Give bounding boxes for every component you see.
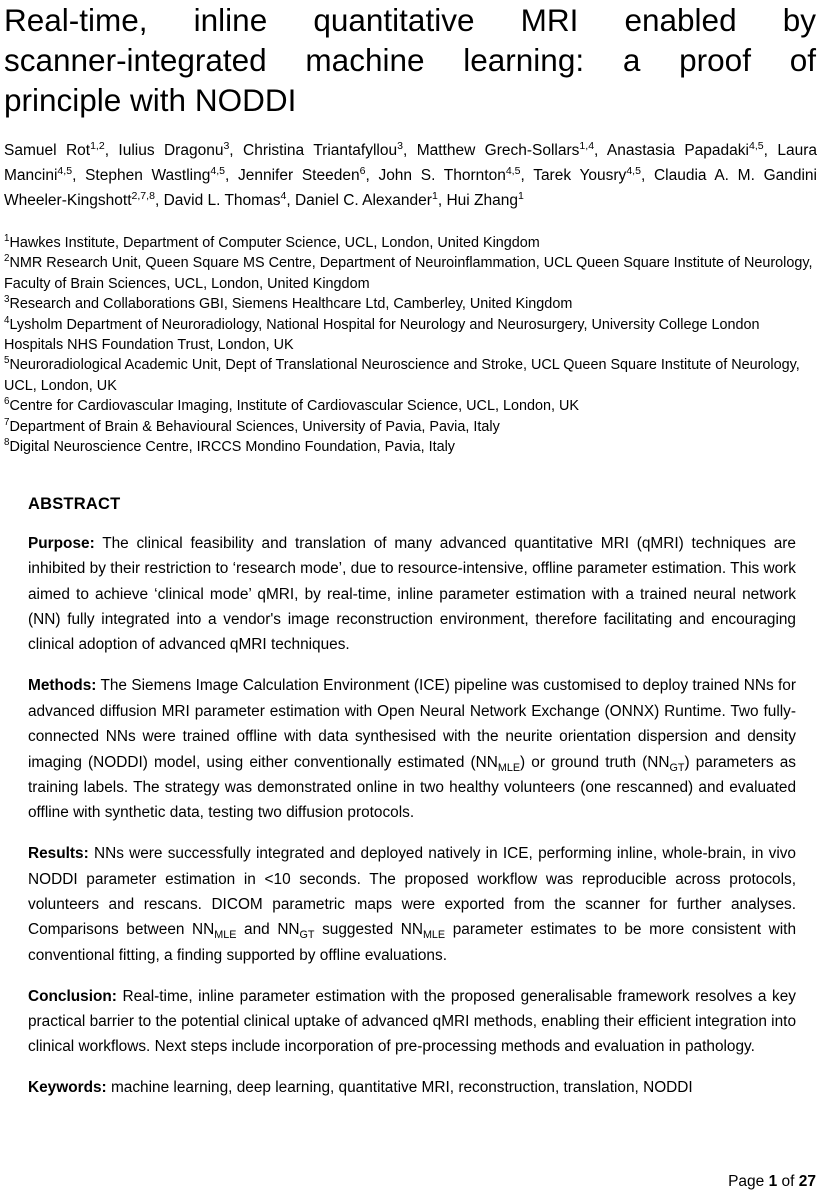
author-name: Daniel C. Alexander <box>294 192 432 209</box>
affiliation-text: Centre for Cardiovascular Imaging, Institute of Cardiovascular Science, UCL, London, UK <box>9 398 579 415</box>
affiliation-marker: 5 <box>4 355 10 367</box>
abstract-text: and NN <box>236 921 300 939</box>
footer-current-page: 1 <box>768 1173 778 1190</box>
footer-total-pages: 27 <box>798 1173 816 1190</box>
abstract-paragraph <box>28 531 796 658</box>
affiliation-item <box>4 253 818 294</box>
abstract-section-label: Keywords: <box>28 1079 107 1097</box>
affiliation-item <box>4 294 818 314</box>
author-entry <box>606 139 764 159</box>
author-entry <box>446 189 524 209</box>
author-name: Jennifer Steeden <box>238 167 360 184</box>
affiliation-item <box>4 233 818 253</box>
abstract-paragraph <box>28 1075 796 1100</box>
abstract-block <box>28 493 796 1100</box>
affiliation-item <box>4 437 818 457</box>
abstract-section-label: Purpose: <box>28 534 95 552</box>
affiliation-item <box>4 315 818 356</box>
abstract-paragraph <box>28 841 796 968</box>
author-affiliation-marker: 4,5 <box>57 164 73 177</box>
author-affiliation-marker: 1 <box>517 189 524 202</box>
author-entry <box>85 164 225 184</box>
abstract-text: suggested NN <box>314 921 423 939</box>
author-entry <box>294 189 438 209</box>
author-entry <box>533 164 641 184</box>
author-affiliation-marker: 4,5 <box>210 164 225 177</box>
abstract-text: ) or ground truth (NN <box>520 753 670 771</box>
abstract-text: The Siemens Image Calculation Environment (ICE) pipeline was customised to deploy trained NNs for advanced diffusion MRI parameter estimation with Open Neural Network Exchange (ONNX) Runtime. Two fully-connected NNs were trained offline with data synthesised with the neurite orientation dispersion and density imaging (NODDI) model, using either conventionally estimated (NN <box>28 677 796 771</box>
author-affiliation-marker: 4,5 <box>626 164 641 177</box>
author-name: Christina Triantafyllou <box>243 142 398 159</box>
author-entry <box>118 139 230 159</box>
affiliation-marker: 3 <box>4 294 10 306</box>
author-affiliation-marker: 2,7,8 <box>131 189 155 202</box>
title-line-1: Real-time, inline quantitative MRI enabled by <box>4 2 816 38</box>
footer-middle: of <box>777 1173 799 1190</box>
affiliation-text: Hawkes Institute, Department of Computer Science, UCL, London, United Kingdom <box>9 235 540 251</box>
footer-prefix: Page <box>728 1173 769 1190</box>
author-affiliation-marker: 1,4 <box>579 139 595 152</box>
abstract-subscript: MLE <box>497 761 521 774</box>
affiliation-text: Research and Collaborations GBI, Siemens Healthcare Ltd, Camberley, United Kingdom <box>9 296 573 313</box>
affiliation-marker: 6 <box>4 396 10 408</box>
affiliation-item <box>4 396 818 416</box>
author-name: Samuel Rot <box>4 142 91 159</box>
author-name: David L. Thomas <box>163 192 281 209</box>
author-affiliation-marker: 4,5 <box>748 139 764 152</box>
abstract-subscript: GT <box>299 929 315 942</box>
abstract-paragraph <box>28 673 796 825</box>
author-name: Claudia A. M. Gandini Wheeler-Kingshott <box>4 167 817 209</box>
abstract-text: The clinical feasibility and translation of many advanced quantitative MRI (qMRI) techniques are inhibited by their restriction to ‘research mode’, due to resource-intensive, offline parameter estimation. This work aimed to achieve ‘clinical mode’ qMRI, by real-time, inline parameter estimation with a trained neural network (NN) fully integrated into a vendor's image reconstruction environment, therefore facilitating and encouraging clinical adoption of advanced qMRI techniques. <box>28 534 796 654</box>
title-line-2: scanner-integrated machine learning: a proof of <box>4 42 816 78</box>
author-name: Stephen Wastling <box>85 167 211 184</box>
author-name: Iulius Dragonu <box>118 142 224 159</box>
abstract-text: ) parameters as training labels. The strategy was demonstrated online in two healthy volunteers (one rescanned) and evaluated offline with synthetic data, testing two diffusion protocols. <box>28 753 796 822</box>
author-name: Matthew Grech-Sollars <box>416 142 580 159</box>
author-entry <box>243 139 403 159</box>
abstract-subscript: GT <box>669 761 685 774</box>
affiliation-text: Lysholm Department of Neuroradiology, National Hospital for Neurology and Neurosurgery, University College London Hospitals NHS Foundation Trust, London, UK <box>4 316 760 354</box>
affiliation-list <box>4 233 818 457</box>
author-entry <box>163 189 287 209</box>
affiliation-text: Department of Brain & Behavioural Sciences, University of Pavia, Pavia, Italy <box>9 418 500 435</box>
abstract-subscript: MLE <box>422 929 446 942</box>
author-affiliation-marker: 3 <box>223 139 230 152</box>
author-name: Anastasia Papadaki <box>606 142 749 159</box>
author-affiliation-marker: 4 <box>280 189 287 202</box>
author-affiliation-marker: 1 <box>431 189 438 202</box>
author-entry <box>416 139 595 159</box>
abstract-subscript: MLE <box>214 929 237 942</box>
affiliation-item <box>4 417 818 437</box>
page-title <box>4 0 818 120</box>
author-entry <box>4 139 105 159</box>
abstract-text: Real-time, inline parameter estimation with the proposed generalisable framework resolves a key practical barrier to the potential clinical uptake of advanced qMRI methods, enabling their efficient integration into clinical workflows. Next steps include incorporation of pre-processing methods and evaluation in pathology. <box>28 987 796 1056</box>
author-name: Laura Mancini <box>4 142 817 184</box>
abstract-sections <box>28 531 796 1101</box>
abstract-section-label: Results: <box>28 845 89 863</box>
author-affiliation-marker: 4,5 <box>505 164 521 177</box>
affiliation-text: Digital Neuroscience Centre, IRCCS Mondino Foundation, Pavia, Italy <box>9 439 455 456</box>
affiliation-marker: 1 <box>4 233 10 245</box>
affiliation-marker: 8 <box>4 437 10 449</box>
affiliation-text: Neuroradiological Academic Unit, Dept of Translational Neuroscience and Stroke, UCL Queen Square Institute of Neurology, UCL, London, UK <box>4 357 800 394</box>
abstract-text: parameter estimates to be more consistent with conventional fitting, a finding supported by offline evaluations. <box>28 921 797 964</box>
abstract-text: NNs were successfully integrated and deployed natively in ICE, performing inline, whole-brain, in vivo NODDI parameter estimation in <10 seconds. The proposed workflow was reproducible across protocols, volunteers and rescans. DICOM parametric maps were exported from the scanner for further analyses. Comparisons between NN <box>28 845 796 939</box>
affiliation-item <box>4 355 818 396</box>
author-name: Tarek Yousry <box>533 167 627 184</box>
author-entry <box>238 164 366 184</box>
abstract-section-label: Conclusion: <box>28 987 117 1005</box>
abstract-heading: ABSTRACT <box>28 495 121 514</box>
abstract-paragraph <box>28 984 796 1060</box>
author-affiliation-marker: 3 <box>397 139 403 152</box>
author-affiliation-marker: 6 <box>359 164 366 177</box>
author-affiliation-marker: 1,2 <box>90 139 105 152</box>
author-list: Samuel Rot$^{1,2}$, Iulius Dragonu$^3$, Christina Triantafyllou$^3$, Matthew Grech-Sollars$^{1,4}$, Anastasia Papadaki$^{4,5}$, Laura Mancini$^{4,5}$, Stephen Wastling$^{4,5}$, Jennifer Steeden$^6$, John S. Thornton$^{4,5}$, Tarek Yousry$^{4,5}$, Claudia A. M. Gandini Wheeler-Kingshott$^{2,7,8}$, David L. Thomas$^4$, Daniel C. Alexander$^1$, Hui Zhang$^1$ <box>4 139 817 209</box>
page-footer <box>728 1172 816 1192</box>
author-name: Hui Zhang <box>446 192 518 209</box>
title-line-3: principle with NODDI <box>4 82 297 118</box>
affiliation-marker: 7 <box>4 416 10 428</box>
author-entry <box>378 164 521 184</box>
affiliation-marker: 4 <box>4 314 10 326</box>
abstract-text: machine learning, deep learning, quantitative MRI, reconstruction, translation, NODDI <box>106 1079 693 1097</box>
abstract-section-label: Methods: <box>28 677 97 695</box>
author-name: John S. Thornton <box>378 167 506 184</box>
affiliation-text: NMR Research Unit, Queen Square MS Centre, Department of Neuroinflammation, UCL Queen Square Institute of Neurology, Faculty of Brain Sciences, UCL, London, United Kingdom <box>4 255 813 292</box>
affiliation-marker: 2 <box>4 253 10 265</box>
